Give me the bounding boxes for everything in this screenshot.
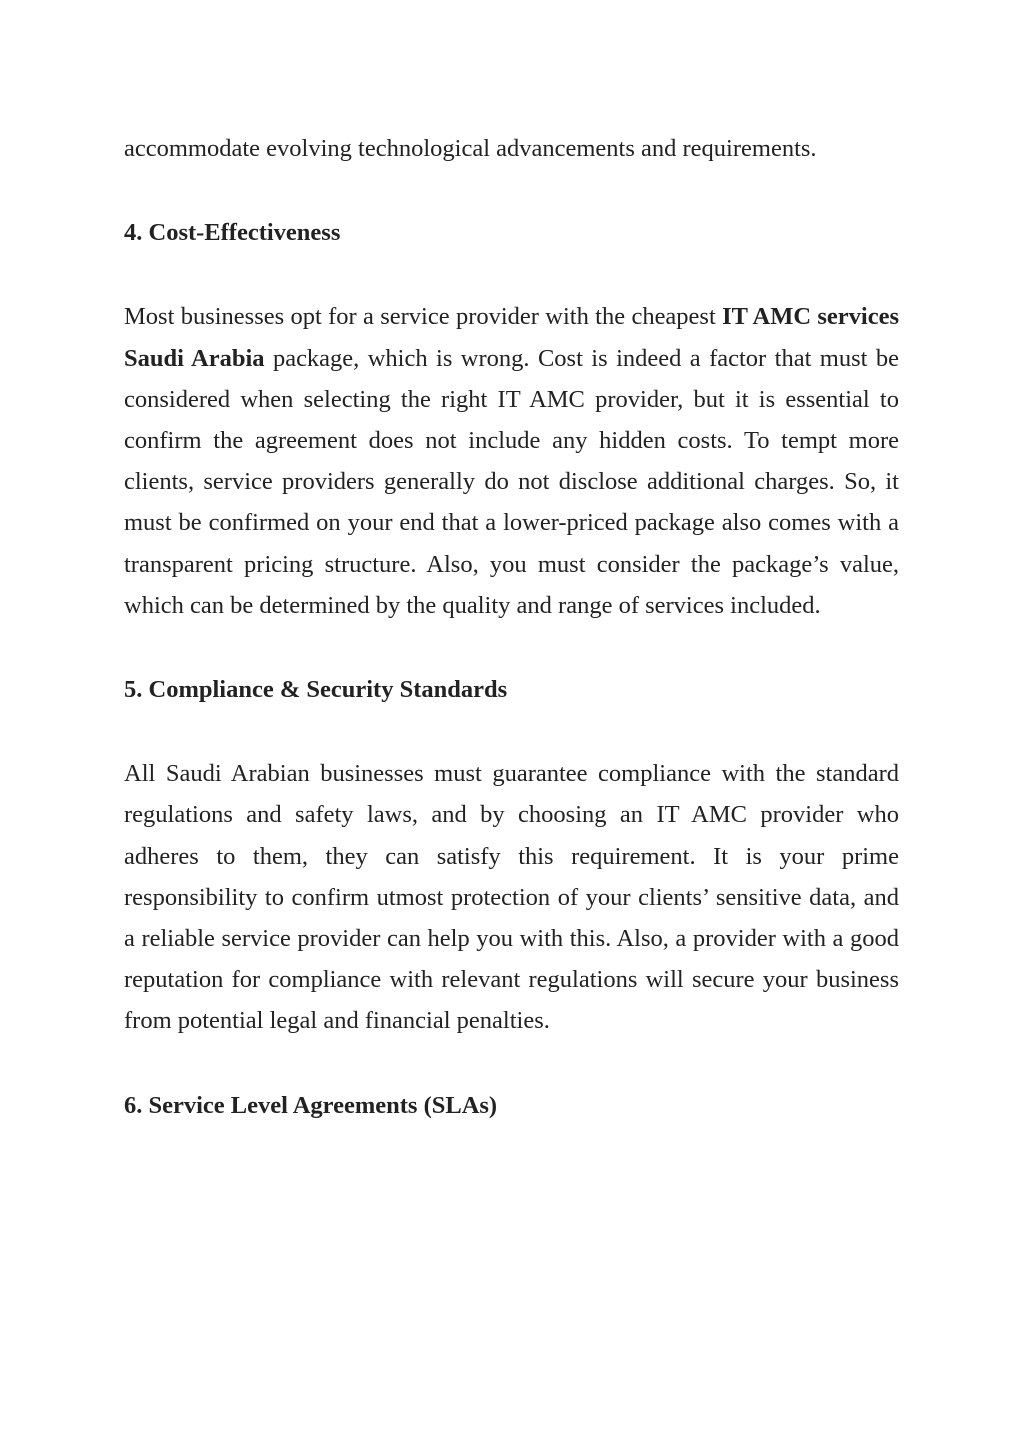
section-heading-slas: 6. Service Level Agreements (SLAs) <box>124 1091 498 1119</box>
section-heading-compliance: 5. Compliance & Security Standards <box>124 676 508 704</box>
section-paragraph-cost-effectiveness <box>124 296 899 626</box>
bold-keyword: IT AMC services Saudi Arabia <box>124 303 900 372</box>
section-heading-cost-effectiveness: 4. Cost-Effectiveness <box>124 219 341 247</box>
section-paragraph-compliance: All Saudi Arabian businesses must guarantee compliance with the standard regulations and safety laws, and by choosing an IT AMC provider who adheres to them, they can satisfy this requirement. It is your prime responsibility to confirm utmost protection of your clients’ sensitive data, and a reliable service provider can help you with this. Also, a provider with a good reputation for compliance with relevant regulations will secure your business from potential legal and financial penalties. <box>124 760 899 1035</box>
intro-paragraph: accommodate evolving technological advancements and requirements. <box>124 135 817 162</box>
paragraph-text: package, which is wrong. Cost is indeed a factor that must be considered when selecting the right IT AMC provider, but it is essential to confirm the agreement does not include any hidden costs. To tempt more clients, service providers generally do not disclose additional charges. So, it must be confirmed on your end that a lower-priced package also comes with a transparent pricing structure. Also, you must consider the package’s value, which can be determined by the quality and range of services included. <box>124 344 899 619</box>
paragraph-text: Most businesses opt for a service provider with the cheapest <box>124 303 723 331</box>
document-page <box>124 128 899 1126</box>
